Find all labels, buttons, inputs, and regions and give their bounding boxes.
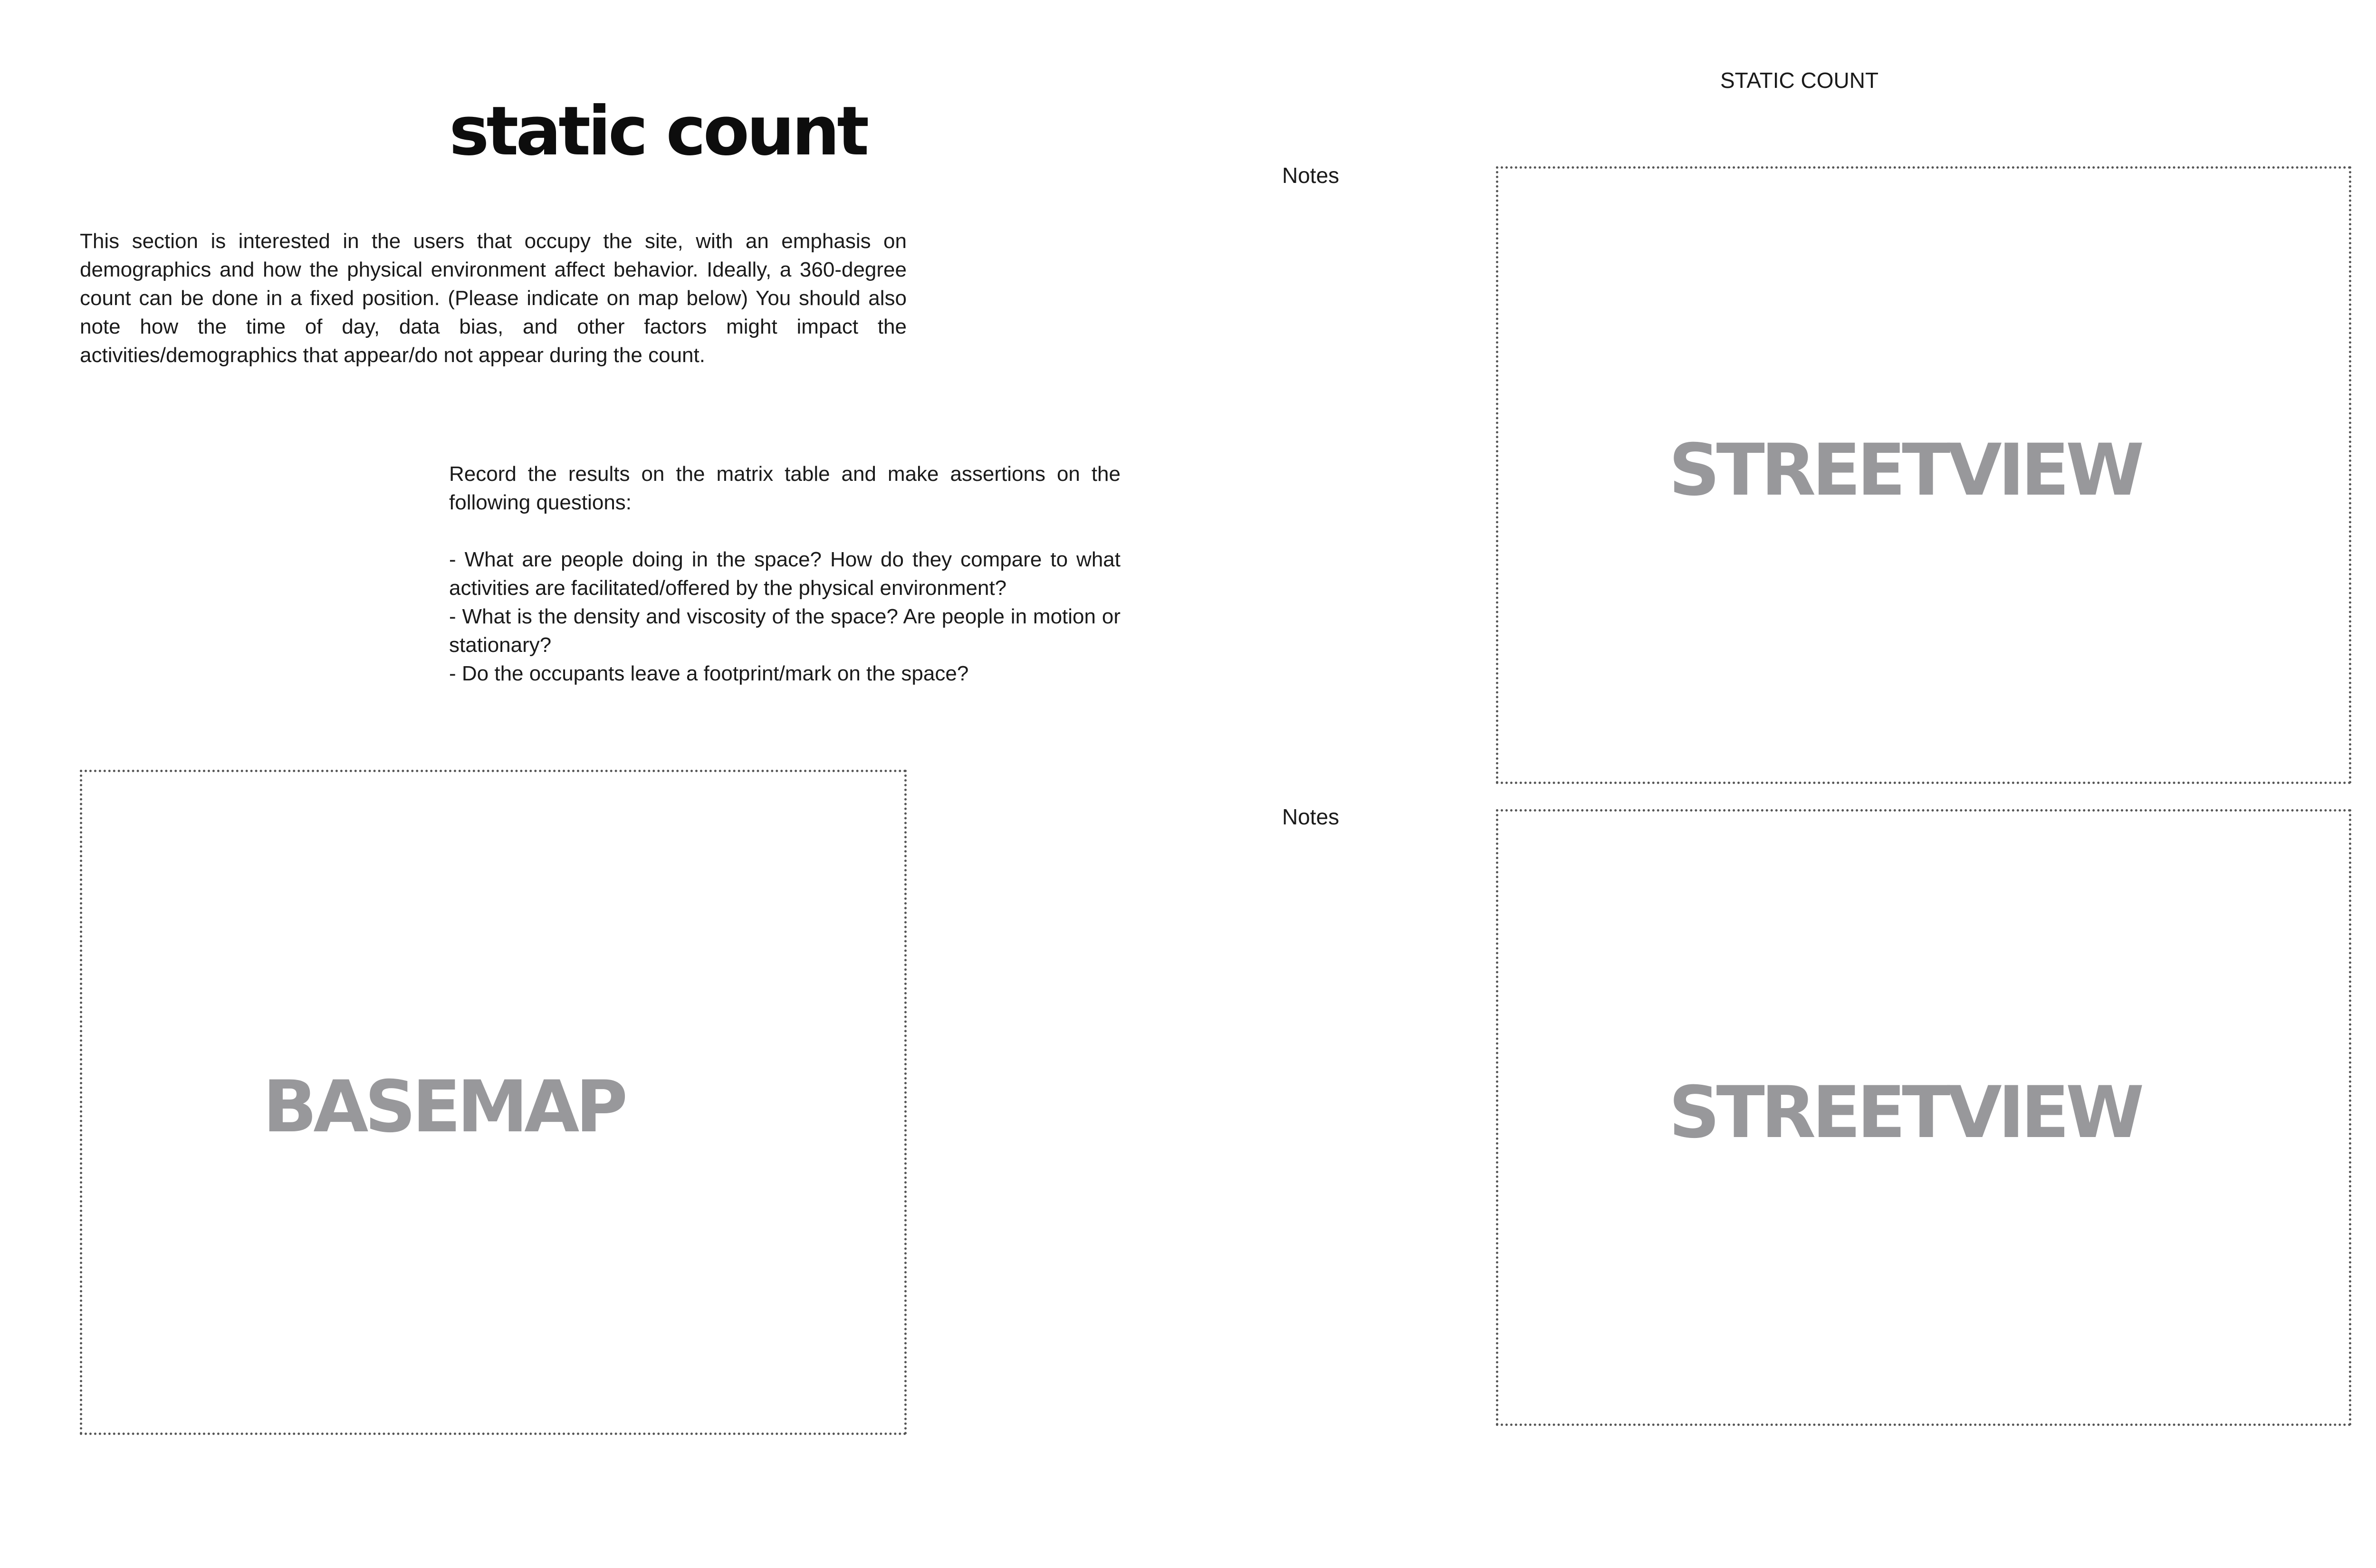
page-header: STATIC COUNT: [1720, 68, 1879, 93]
page-title: static count: [449, 92, 867, 171]
intro-paragraph: This section is interested in the users that occupy the site, with an emphasis on demographics and how the physical environment affect behavior. Ideally, a 360-degree count can be done in a fixed position. (Please indicate on map below) You should also note how the time of day, data bias, and other factors might impact the activities/demographics that appear/do not appear during the count.: [80, 229, 907, 367]
basemap-label: BASEMAP: [263, 1066, 624, 1148]
instructions-block: [449, 460, 1121, 688]
streetview-placeholder-1: [1496, 166, 2351, 784]
basemap-placeholder: [80, 770, 907, 1435]
instructions-lead: Record the results on the matrix table and make assertions on the following questions:: [449, 462, 1121, 514]
question-item: - Do the occupants leave a footprint/mark on the space?: [449, 662, 969, 685]
question-item: - What is the density and viscosity of the space? Are people in motion or stationary?: [449, 605, 1121, 657]
notes-label-2: Notes: [1282, 804, 1340, 829]
notes-label-1: Notes: [1282, 163, 1340, 188]
streetview-label-1: STREETVIEW: [1668, 429, 2141, 512]
streetview-placeholder-2: [1496, 809, 2351, 1426]
streetview-label-2: STREETVIEW: [1668, 1071, 2141, 1154]
questions-list: [449, 545, 1121, 688]
question-item: - What are people doing in the space? How do they compare to what activities are facilitated/offered by the physical environment?: [449, 548, 1121, 600]
